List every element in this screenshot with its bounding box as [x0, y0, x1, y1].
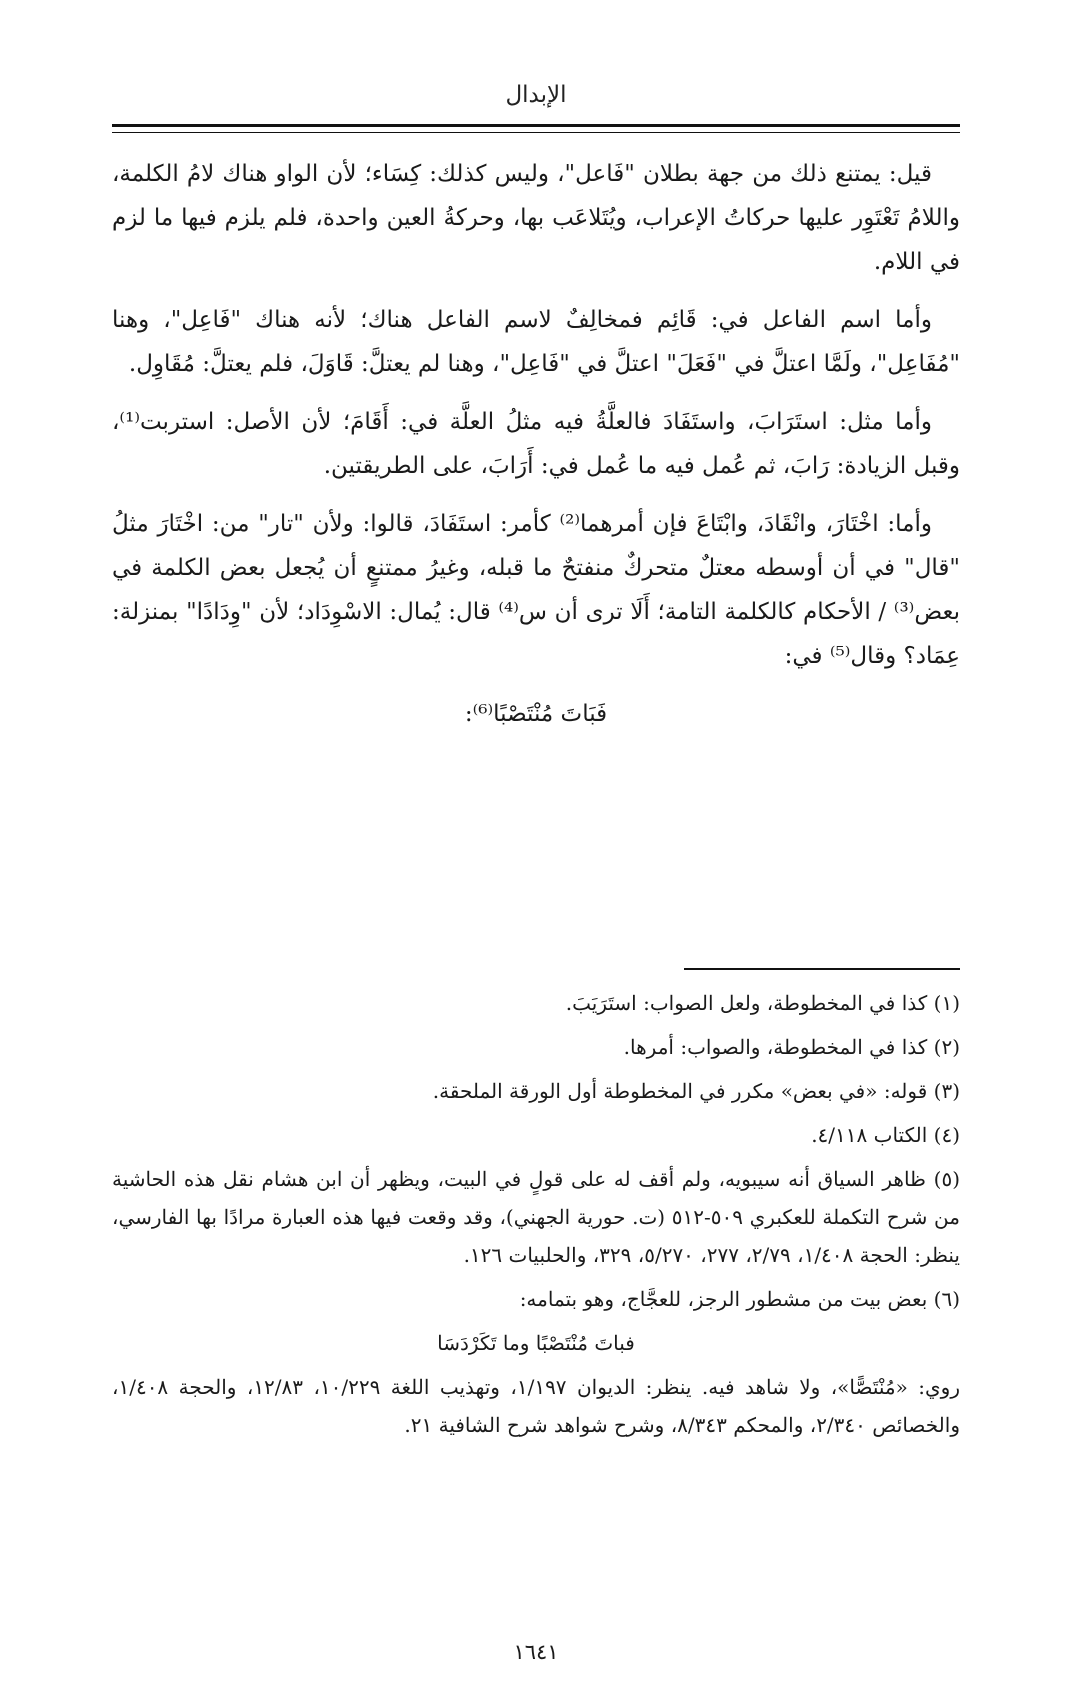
footnotes: [112, 984, 960, 1450]
page-number: ١٦٤١: [513, 1640, 559, 1664]
header-rule-thick: [112, 124, 960, 127]
verse-line: فَبَاتَ مُنْتَصْبًا⁽⁶⁾:: [464, 701, 608, 727]
footnote-closing: روي: «مُنْتَصًّا»، ولا شاهد فيه. ينظر: الديوان ١/١٩٧، وتهذيب اللغة ١٠/٢٢٩، ١٢/٨٣، والحجة ١/٤٠٨، والخصائص ٢/٣٤٠، والمحكم ٨/٣٤٣، وشرح شواهد شرح الشافية ٢١.: [112, 1375, 960, 1437]
paragraph-2: وأما اسم الفاعل في: قَائِم فمخالِفٌ لاسم الفاعل هناك؛ لأنه هناك "فَاعِل"، وهنا "مُفَاعِل"، ولَمَّا اعتلَّ في "فَعَلَ" اعتلَّ في "فَاعِل"، وهنا لم يعتلَّ: قَاوَلَ، فلم يعتلَّ: مُقَاوِل.: [112, 307, 960, 377]
footnote-1: (١) كذا في المخطوطة، ولعل الصواب: استَرَيَبَ.: [565, 991, 960, 1015]
document-page: [112, 0, 960, 1698]
footnote-6: (٦) بعض بيت من مشطور الرجز، للعجَّاج، وهو بتمامه:: [519, 1287, 960, 1311]
footnote-2: (٢) كذا في المخطوطة، والصواب: أمرها.: [623, 1035, 960, 1059]
footnote-4: (٤) الكتاب ٤/١١٨.: [811, 1123, 960, 1147]
main-text: [112, 152, 960, 736]
header-rule-thin: [112, 132, 960, 133]
paragraph-3: وأما مثل: استَرَابَ، واستَفَادَ فالعلَّةُ فيه مثلُ العلَّة في: أَقَامَ؛ لأن الأصل: استربت⁽¹⁾، وقبل الزيادة: رَابَ، ثم عُمل فيه ما عُمل في: أَرَابَ، على الطريقتين.: [112, 409, 960, 479]
footnote-5: (٥) ظاهر السياق أنه سيبويه، ولم أقف له على قولٍ في البيت، ويظهر أن ابن هشام نقل هذه الحاشية من شرح التكملة للعكبري ٥٠٩-٥١٢ (ت. حورية الجهني)، وقد وقعت فيها هذه العبارة مرادًا بها الفارسي، ينظر: الحجة ١/٤٠٨، ٢/٧٩، ٢٧٧، ٥/٢٧٠، ٣٢٩، والحلبيات ١٢٦.: [112, 1167, 960, 1267]
running-header: الإبدال: [505, 82, 567, 108]
footnote-separator: [684, 968, 960, 970]
footnote-3: (٣) قوله: «في بعض» مكرر في المخطوطة أول الورقة الملحقة.: [432, 1079, 960, 1103]
footnote-verse: فباتَ مُنْتَصْبًا وما تَكَرْدَسَا: [437, 1331, 635, 1355]
paragraph-1: قيل: يمتنع ذلك من جهة بطلان "فَاعل"، وليس كذلك: كِسَاء؛ لأن الواو هناك لامُ الكلمة، واللامُ تَعْتَوِر عليها حركاتُ الإعراب، ويُتَلاعَب بها، وحركةُ العين واحدة، فلم يلزم فيها ما لزم في اللام.: [112, 161, 960, 275]
paragraph-4: وأما: اخْتَارَ، وانْقَادَ، وابْتَاعَ فإن أمرهما⁽²⁾ كأمر: استَفَادَ، قالوا: ولأن "تار" من: اخْتَارَ مثلُ "قال" في أن أوسطه معتلٌ متحركٌ منفتحٌ ما قبله، وغيرُ ممتنعٍ أن يُجعل بعض الكلمة في بعض⁽³⁾ / الأحكام كالكلمة التامة؛ أَلَا ترى أن س⁽⁴⁾ قال: يُمال: الاسْوِدَاد؛ لأن "وِدَادًا" بمنزلة: عِمَاد؟ وقال⁽⁵⁾ في:: [112, 511, 960, 669]
